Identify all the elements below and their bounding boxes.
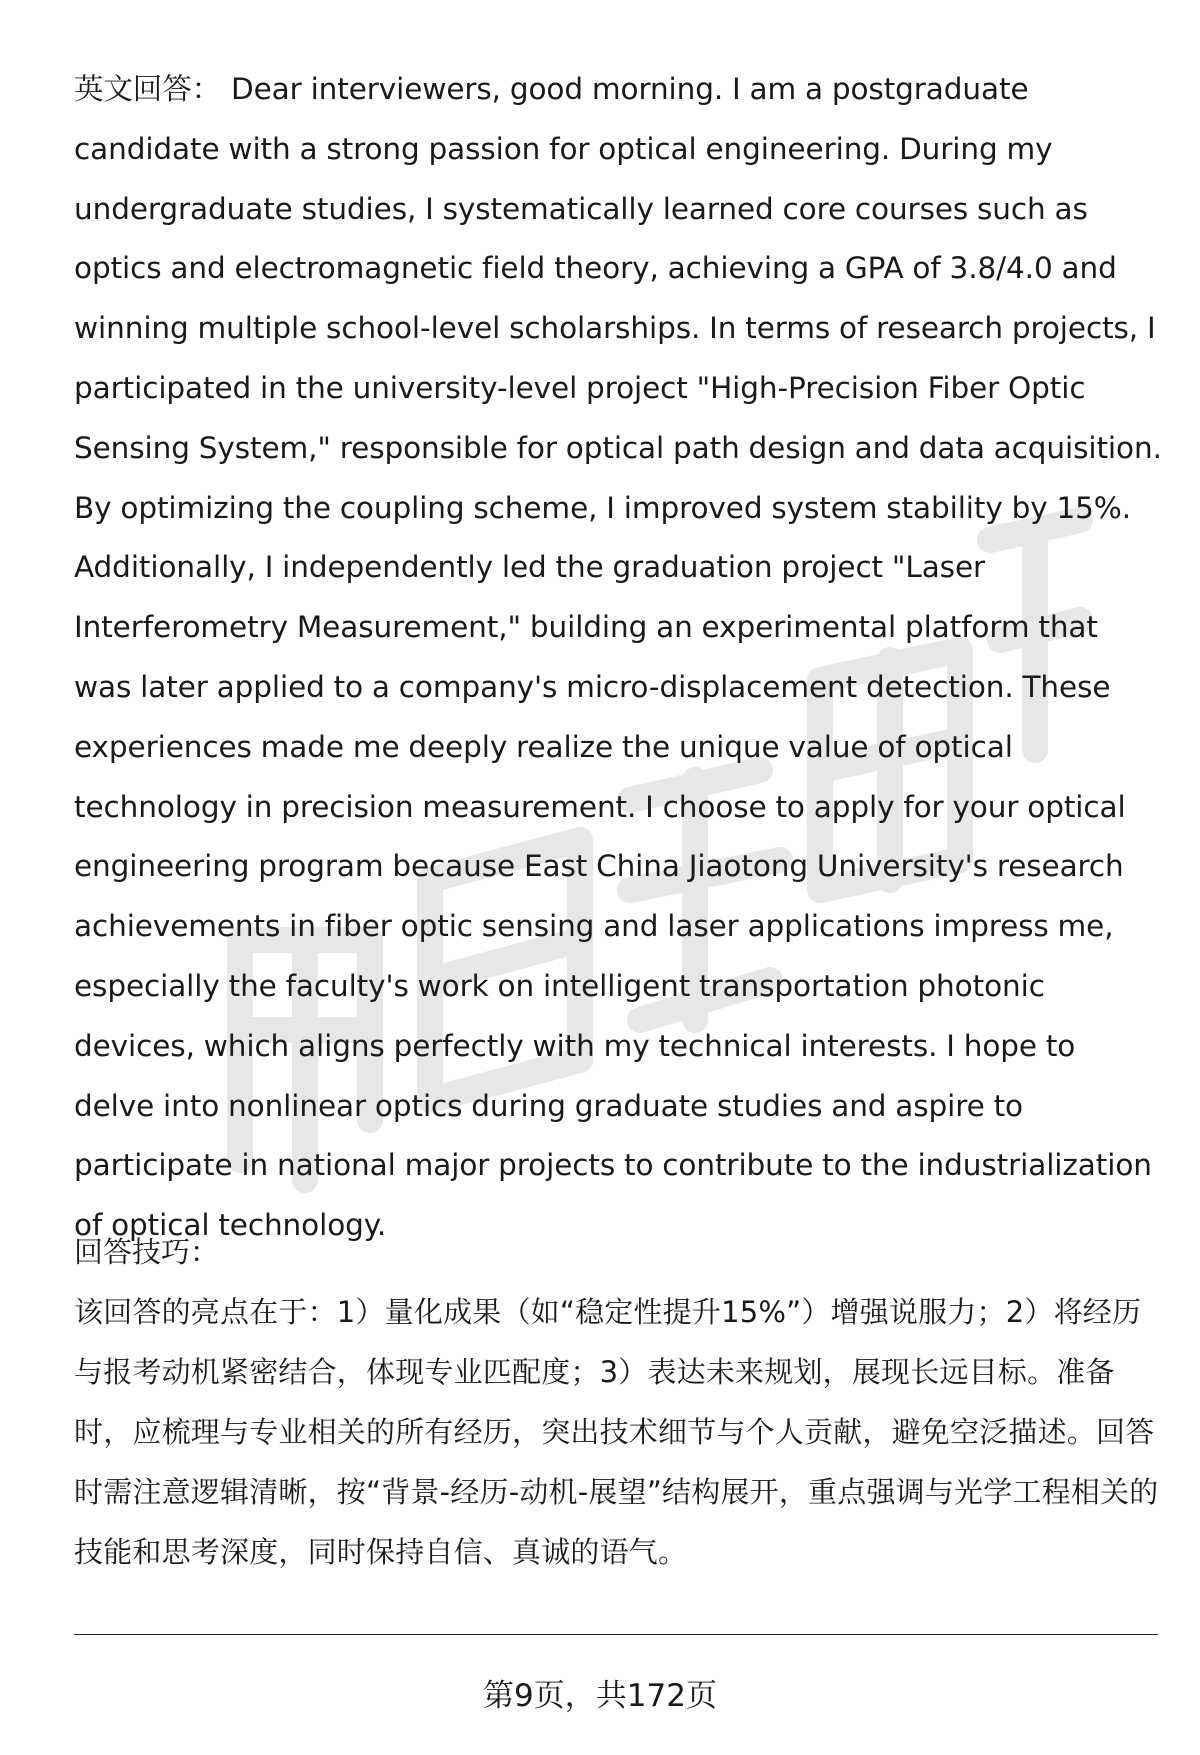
footer-divider xyxy=(74,1634,1158,1635)
english-answer-label: 英文回答： xyxy=(74,72,222,106)
english-answer-paragraph xyxy=(74,60,1164,1256)
tips-title: 回答技巧： xyxy=(74,1235,220,1269)
english-answer-text: Dear interviewers, good morning. I am a postgraduate candidate with a strong passion for optical engineering. During my undergraduate studies, I systematically learned core courses such as optics and electromagnetic field theory, achieving a GPA of 3.8/4.0 and winning multiple school-level scholarships. In terms of research projects, I participated in the university-level project "High-Precision Fiber Optic Sensing System," responsible for optical path design and data acquisition. By optimizing the coupling scheme, I improved system stability by 15%. Additionally, I independently led the graduation project "Laser Interferometry Measurement," building an experimental platform that was later applied to a company's micro-displacement detection. These experiences made me deeply realize the unique value of optical technology in precision measurement. I choose to apply for your optical engineering program because East China Jiaotong University's research achievements in fiber optic sensing and laser applications impress me, especially the faculty's work on intelligent transportation photonic devices, which aligns perfectly with my technical interests. I hope to delve into nonlinear optics during graduate studies and aspire to participate in national major projects to contribute to the industrialization of optical technology. xyxy=(74,72,1162,1243)
page-number: 第9页，共172页 xyxy=(483,1678,717,1714)
tips-body: 该回答的亮点在于：1）量化成果（如“稳定性提升15%”）增强说服力；2）将经历与报考动机紧密结合，体现专业匹配度；3）表达未来规划，展现长远目标。准备时，应梳理与专业相关的所有经历，突出技术细节与个人贡献，避免空泛描述。回答时需注意逻辑清晰，按“背景-经历-动机-展望”结构展开，重点强调与光学工程相关的技能和思考深度，同时保持自信、真诚的语气。 xyxy=(74,1295,1159,1569)
